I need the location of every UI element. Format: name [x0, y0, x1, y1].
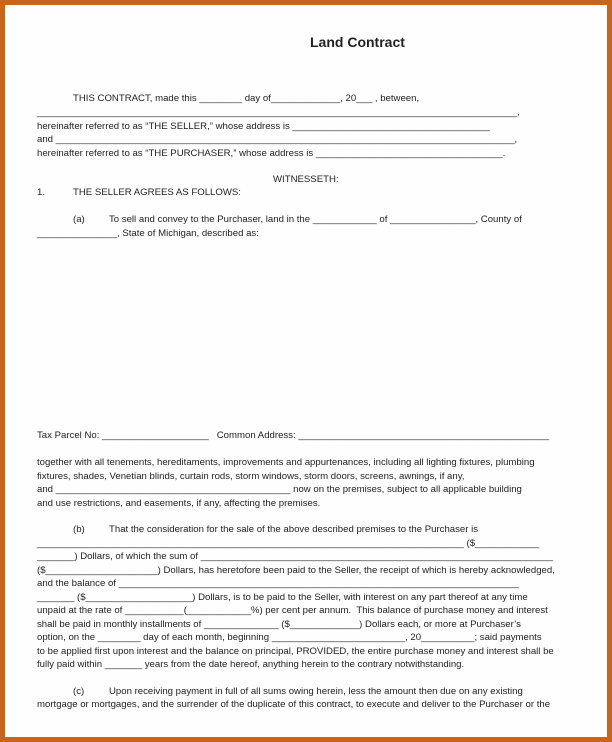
- clause-b-line-1: That the consideration for the sale of the above described premises to the Purchaser is: [109, 524, 479, 535]
- clause-b-line-5: and the balance of ___________________________________________________________________________: [37, 578, 519, 589]
- contract-page: [5, 5, 607, 737]
- clause-b-line-4: ($_____________________) Dollars, has heretofore been paid to the Seller, the receipt of which is hereby acknowledged,: [37, 565, 555, 576]
- clause-a-line-1: To sell and convey to the Purchaser, land in the ____________ of ________________, County of: [109, 214, 522, 225]
- appurtenances-line-1: together with all tenements, hereditaments, improvements and appurtenances, including all lighting fixtures, plumbing: [37, 457, 535, 468]
- clause-b-line-10: to be applied first upon interest and the balance on principal, PROVIDED, the entire purchase money and interest shall be: [37, 646, 554, 657]
- clause-b-line-3: _______) Dollars, of which the sum of __________________________________________________________________: [37, 551, 553, 562]
- contract-opening-line: THIS CONTRACT, made this ________ day of_____________, 20___ , between,: [73, 93, 420, 104]
- party-name-blank-line: __________________________________________________________________________________________,: [37, 107, 520, 118]
- clause-c-label: (c): [73, 686, 85, 697]
- clause-c-line-1: Upon receiving payment in full of all sums owing herein, less the amount then due on any existing: [109, 686, 523, 697]
- document-title: Land Contract: [310, 34, 405, 50]
- tax-parcel-line: Tax Parcel No: ____________________ Common Address: _______________________________________________: [37, 430, 550, 441]
- clause-b-line-7: unpaid at the rate of ___________(____________%) per cent per annum. This balance of purchase money and interest: [37, 605, 548, 616]
- clause-b-label: (b): [73, 524, 85, 535]
- seller-address-line: hereinafter referred to as “THE SELLER,” whose address is _____________________________________: [37, 121, 490, 132]
- clause-a-line-2: _______________, State of Michigan, described as:: [37, 228, 259, 239]
- clause-c-line-2: mortgage or mortgages, and the surrender of the duplicate of this contract, to execute and deliver to the Purchaser or the: [37, 699, 551, 710]
- section-number-1: 1.: [37, 187, 46, 198]
- purchaser-address-line: hereinafter referred to as “THE PURCHASER,” whose address is ___________________________________.: [37, 148, 506, 159]
- clause-b-line-6: _______ ($____________________) Dollars, is to be paid to the Seller, with interest on any part thereof at any time: [37, 592, 528, 603]
- seller-agrees-heading: THE SELLER AGREES AS FOLLOWS:: [73, 187, 241, 198]
- clause-b-line-8: shall be paid in monthly installments of ______________ ($_____________) Dollars each, or more at Purchaser’s: [37, 619, 521, 630]
- clause-b-line-2: ________________________________________________________________________________ ($____________: [37, 538, 540, 549]
- clause-b-line-9: option, on the ________ day of each month, beginning _________________________, 20__________; said payments: [37, 632, 542, 643]
- appurtenances-line-3: and ____________________________________________ now on the premises, subject to all applicable building: [37, 484, 522, 495]
- clause-a-label: (a): [73, 214, 85, 225]
- appurtenances-line-4: and use restrictions, and easements, if any, affecting the premises.: [37, 498, 321, 509]
- and-party-line: and ______________________________________________________________________________________,: [37, 134, 518, 145]
- witnesseth-heading: WITNESSETH:: [273, 174, 339, 185]
- clause-b-line-11: fully paid within _______ years from the date hereof, anything herein to the contrary notwithstanding.: [37, 659, 465, 670]
- appurtenances-line-2: fixtures, shades, Venetian blinds, curtain rods, storm windows, storm doors, screens, awnings, if any,: [37, 471, 465, 482]
